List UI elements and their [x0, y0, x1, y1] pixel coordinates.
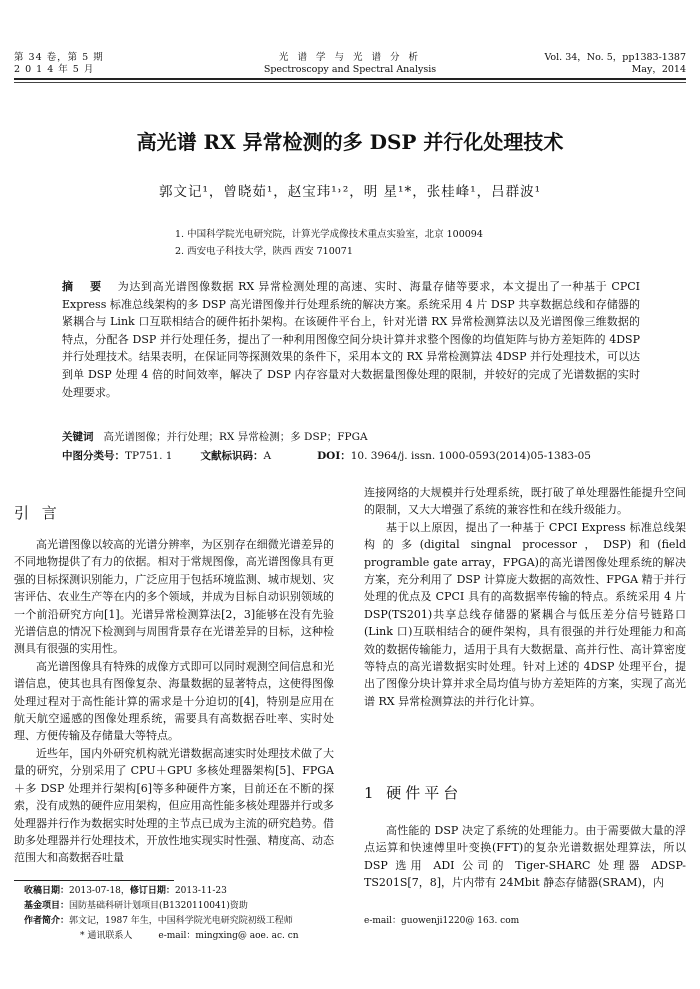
clc-value: TP751. 1 [125, 450, 173, 462]
intro-paragraph: 近些年，国内外研究机构就光谱数据高速实时处理技术做了大量的研究，分别采用了 CPU＋GPU 多核处理器架构[5]、FPGA＋多 DSP 处理并行架构[6]等多种硬件方案，目前还在不断的探索，没有成熟的硬件应用架构，但应用高性能多核处理器并行或多处理器并行作为数据实时处理的主节点已成为主流的研究趋势。借助多处理器并行处理技术，开放性地实现实时性强、精度高、动态范围大和高数据吞吐量 [14, 746, 334, 865]
clc-label: 中图分类号： [62, 450, 125, 462]
footnote-dates [24, 884, 684, 899]
footnotes [24, 884, 684, 944]
header-vol-en [544, 52, 686, 76]
affiliation-1: 1. 中国科学院光电研究院，计算光学成像技术重点实验室，北京 100094 [175, 229, 483, 240]
received-value: 2013-07-18， [69, 886, 130, 896]
bio-value: 郭文记，1987 年生，中国科学院光电研究院初级工程师 [69, 916, 293, 926]
keywords [62, 429, 368, 444]
doc-code-label: 文献标识码： [200, 450, 264, 462]
footnote-rule [14, 880, 174, 881]
doc-code-value: A [263, 450, 272, 462]
right-paragraph: 高性能的 DSP 决定了系统的处理能力。由于需要做大量的浮点运算和快速傅里叶变换(FFT)的复杂光谱数据处理算法，所以 DSP 选用 ADI 公司的 Tiger-SHARC 处理器 ADSP-TS201S[7，8]，片内带有 24Mbit 静态存储器(SRAM)，内 [364, 824, 686, 890]
header-volume: 第 34 卷，第 5 期 [14, 52, 104, 63]
doi-value: 10. 3964/j. issn. 1000-0593(2014)05-1383-05 [350, 450, 591, 462]
right-paragraph: 基于以上原因，提出了一种基于 CPCI Express 标准总线架构的多(digital singnal processor，DSP)和(field programble gate array，FPGA)的高光谱图像处理系统的解决方案，充分利用了 DSP 计算庞大数据的高效性、FPGA 精于并行处理的优点及 CPCI 具有的高数据率传输的特点。系统采用 4 片 DSP(TS201)共享总线存储器的紧耦合与低压差分信号链路口(Link 口)互联相结合的硬件架构，具有很强的并行处理能力和高效的数据传输能力，适用于具有大数据量、高并行性、高计算密度等特点的高光谱数据实时处理。针对上述的 4DSP 处理平台，提出了图像分块计算并求全局均值与协方差矩阵的方案，实现了高光谱 RX 异常检测算法的并行化计算。 [364, 520, 686, 708]
bio-label: 作者简介： [24, 916, 70, 926]
classification-row [62, 448, 591, 463]
keywords-label: 关键词 [62, 431, 94, 443]
footnote-correspondence [24, 929, 684, 944]
left-column [14, 536, 334, 867]
header-date: 2 0 1 4 年 5 月 [14, 64, 95, 75]
received-label: 收稿日期： [24, 886, 70, 896]
abstract-label: 摘 要 [62, 280, 108, 293]
revised-label: 修订日期： [129, 886, 175, 896]
author-list: 郭文记¹，曾晓茹¹，赵宝玮¹˒²，明 星¹*，张桂峰¹，吕群波¹ [158, 184, 542, 200]
affiliation-2: 2. 西安电子科技大学，陕西 西安 710071 [175, 246, 353, 257]
section-introduction-title: 引 言 [14, 504, 61, 522]
abstract [62, 278, 640, 401]
right-paragraph: 连接网络的大规模并行处理系统，既打破了单处理器性能提升空间的限制，又大大增强了系统的兼容性和在线升级能力。 [364, 486, 686, 517]
header-rule-thick [14, 78, 686, 80]
right-column-bottom [364, 822, 686, 892]
correspondence-label: * 通讯联系人 [80, 931, 133, 941]
bio-email: e-mail：guowenji1220@ 163. com [364, 916, 520, 926]
footnote-bio [24, 914, 684, 929]
intro-paragraph: 高光谱图像以较高的光谱分辨率，为区别存在细微光谱差异的不同地物提供了有力的依据。相对于常规图像，高光谱图像具有更强的目标探测识别能力，广泛应用于包括环境监测、城市规划、灾害评估、农业生产等在内的多个领域，并成为目标自动识别领域的一个前沿研究方向[1]。光谱异常检测算法[2，3]能够在没有先验光谱信息的情况下检测到与周围背景存在光谱差异的目标，这种检测具有很强的实用性。 [14, 538, 334, 656]
header-journal-name-cn: 光 谱 学 与 光 谱 分 析 [278, 52, 422, 63]
fund-label: 基金项目： [24, 901, 70, 911]
header-vol-en-line2: May，2014 [631, 64, 686, 75]
header-rule-thin [14, 82, 686, 83]
intro-paragraph: 高光谱图像具有特殊的成像方式即可以同时观测空间信息和光谱信息，使其也具有图像复杂、海量数据的显著特点，这使得图像处理过程对于高性能计算的需求是十分迫切的[4]，特别是应用在航天航空遥感的图像处理系统，需要具有高数据吞吐率、实时处理、方便传输及存储量大等特点。 [14, 659, 334, 743]
revised-value: 2013-11-23 [174, 886, 227, 896]
footnote-fund [24, 899, 684, 914]
header-journal-name-en: Spectroscopy and Spectral Analysis [263, 64, 437, 75]
fund-value: 国防基础科研计划项目(B1320110041)资助 [69, 901, 248, 911]
doi-label: DOI： [317, 450, 351, 462]
right-column-top [364, 484, 686, 710]
header-vol-en-line1: Vol. 34，No. 5，pp1383-1387 [544, 52, 686, 63]
section-hardware-title: 1 硬件平台 [364, 784, 463, 802]
keywords-text: 高光谱图像；并行处理；RX 异常检测；多 DSP；FPGA [103, 431, 368, 443]
correspondence-email: e-mail：mingxing@ aoe. ac. cn [158, 931, 299, 941]
paper-title: 高光谱 RX 异常检测的多 DSP 并行化处理技术 [136, 130, 564, 154]
abstract-text: 为达到高光谱图像数据 RX 异常检测处理的高速、实时、海量存储等要求，本文提出了一种基于 CPCI Express 标准总线架构的多 DSP 高光谱图像并行处理系统的解决方案。系统采用 4 片 DSP 共享数据总线和存储器的紧耦合与 Link 口互联相结合的硬件拓扑架构。在该硬件平台上，针对光谱 RX 异常检测算法以及光谱图像三维数据的特点，分配各 DSP 并行处理任务，提出了一种利用图像空间分块计算并求整个图像的均值矩阵与协方差矩阵的 4DSP 并行处理技术。结果表明，在保证同等探测效果的条件下，采用本文的 RX 异常检测算法 4DSP 并行处理技术，可以达到单 DSP 处理 4 倍的时间效率，解决了 DSP 内存容量对大数据量图像处理的限制，并较好的完成了光谱数据的实时处理要求。 [62, 280, 640, 399]
